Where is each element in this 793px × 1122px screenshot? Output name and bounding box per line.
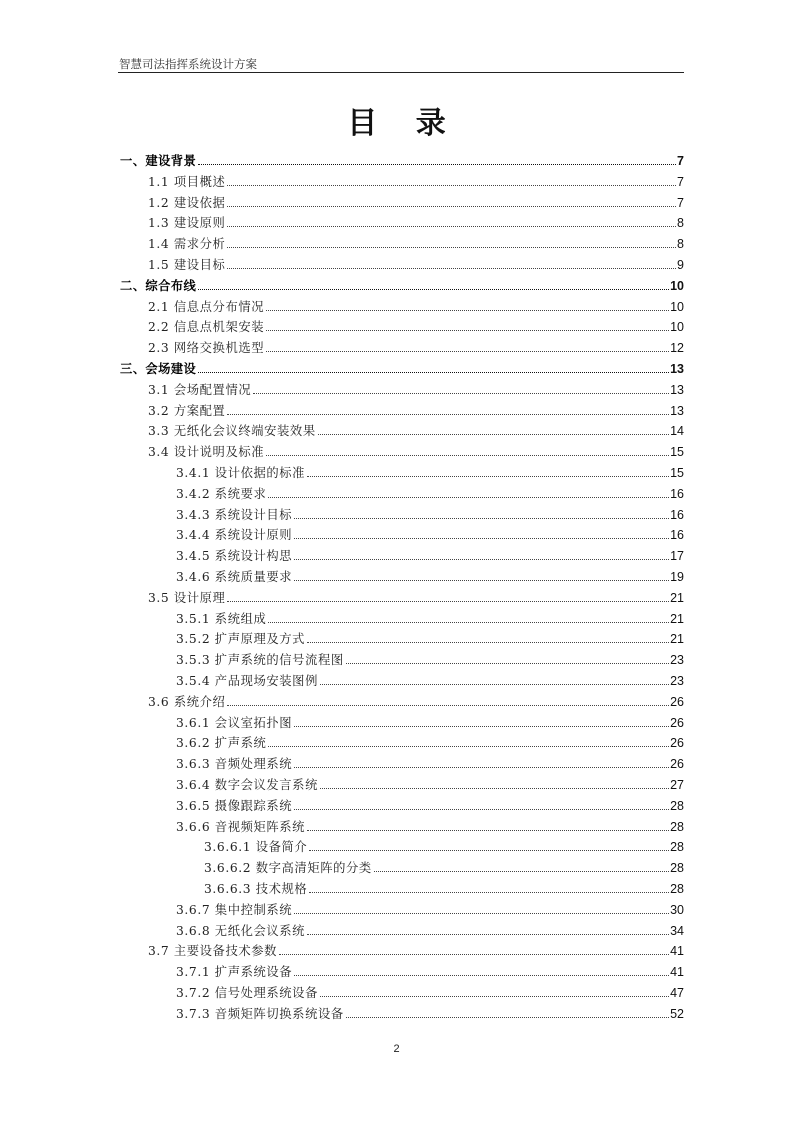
toc-entry-label: 3.6.6.1 设备简介 [204,840,308,855]
toc-entry-page-number: 23 [670,653,684,668]
toc-entry-page-number: 10 [670,320,684,335]
toc-entry-page-number: 28 [670,840,684,855]
toc-entry[interactable] [176,793,684,813]
toc-entry-page-number: 19 [670,570,684,584]
toc-entry-label: 3.5 设计原理 [148,590,226,605]
toc-entry[interactable] [148,418,684,438]
header-divider [118,72,684,73]
toc-entry[interactable] [204,876,684,896]
toc-entry-label: 1.1 项目概述 [148,174,226,189]
toc-entry-page-number: 10 [670,299,684,314]
dot-leader [227,414,669,415]
dot-leader [266,310,669,311]
toc-entry-page-number: 26 [670,736,684,751]
toc-entry-label: 2.2 信息点机架安装 [148,320,265,335]
toc-entry-page-number: 21 [670,632,684,647]
toc-entry[interactable] [148,252,684,272]
toc-entry-page-number: 13 [670,382,684,397]
toc-entry-page-number: 16 [670,528,684,543]
toc-entry-label: 1.5 建设目标 [148,258,226,272]
toc-entry-label: 二、综合布线 [120,278,197,293]
toc-entry[interactable] [176,502,684,522]
toc-entry[interactable] [148,231,684,251]
toc-entry-label: 3.6.6 音视频矩阵系统 [176,819,306,834]
toc-entry-page-number: 13 [670,362,684,376]
dot-leader [374,871,669,872]
dot-leader [198,289,669,290]
dot-leader [320,788,669,789]
toc-entry-page-number: 41 [670,944,684,959]
toc-entry-page-number: 17 [670,549,684,564]
toc-entry-page-number: 9 [677,258,684,272]
toc-entry[interactable] [176,460,684,480]
dot-leader [227,185,676,186]
toc-entry-page-number: 15 [670,445,684,460]
dot-leader [279,954,669,955]
toc-entry[interactable] [176,647,684,667]
toc-entry-label: 3.6 系统介绍 [148,694,226,709]
toc-entry-label: 3.4.1 设计依据的标准 [176,466,306,480]
dot-leader [253,393,669,394]
toc-entry-page-number: 8 [677,216,684,231]
toc-entry-label: 一、建设背景 [120,154,197,168]
dot-leader [294,538,669,539]
toc-entry-page-number: 23 [670,674,684,688]
toc-entry-page-number: 41 [670,965,684,980]
dot-leader [198,164,676,165]
dot-leader [268,622,669,623]
dot-leader [266,455,669,456]
toc-entry-label: 3.6.6.3 技术规格 [204,882,308,896]
toc-entry[interactable] [176,481,684,501]
toc-entry[interactable] [176,564,684,584]
toc-entry-label: 3.6.6.2 数字高清矩阵的分类 [204,861,372,876]
toc-entry-label: 3.6.4 数字会议发言系统 [176,778,318,792]
toc-entry[interactable] [176,543,684,563]
toc-entry-label: 3.5.2 扩声原理及方式 [176,632,306,647]
toc-entry-label: 3.7.3 音频矩阵切换系统设备 [176,1006,344,1021]
dot-leader [318,434,669,435]
dot-leader [198,372,669,373]
dot-leader [227,206,676,207]
toc-entry-label: 2.3 网络交换机选型 [148,341,265,356]
toc-entry[interactable] [176,606,684,626]
toc-entry-page-number: 26 [670,757,684,772]
dot-leader [294,580,669,581]
toc-entry-label: 3.5.1 系统组成 [176,611,267,626]
toc-entry-label: 1.4 需求分析 [148,237,226,252]
toc-entry-page-number: 26 [670,715,684,730]
toc-entry-label: 3.4.4 系统设计原则 [176,528,293,543]
toc-entry-page-number: 21 [670,590,684,605]
toc-entry-label: 3.3 无纸化会议终端安装效果 [148,424,316,439]
toc-entry-label: 3.6.5 摄像跟踪系统 [176,798,293,813]
toc-entry-label: 3.4.3 系统设计目标 [176,507,293,522]
dot-leader [227,705,669,706]
toc-entry-page-number: 15 [670,466,684,480]
toc-entry[interactable] [176,772,684,792]
toc-entry-page-number: 21 [670,611,684,626]
toc-entry-page-number: 26 [670,694,684,709]
toc-entry-page-number: 28 [670,861,684,876]
dot-leader [307,830,669,831]
dot-leader [346,1017,669,1018]
running-header: 智慧司法指挥系统设计方案 [119,57,257,71]
dot-leader [227,247,676,248]
toc-entry-label: 3.4.5 系统设计构思 [176,549,293,564]
toc-entry-label: 3.4.2 系统要求 [176,486,267,501]
toc-entry[interactable] [176,626,684,646]
toc-entry[interactable] [120,273,684,293]
page-number: 2 [393,1043,400,1055]
toc-entry[interactable] [176,1001,684,1021]
toc-entry[interactable] [176,980,684,1000]
toc-entry[interactable] [148,294,684,314]
toc-entry[interactable] [148,314,684,334]
dot-leader [268,497,669,498]
toc-entry-page-number: 7 [677,195,684,210]
toc-entry[interactable] [176,897,684,917]
toc-entry-page-number: 14 [670,424,684,439]
dot-leader [307,642,669,643]
toc-entry-page-number: 28 [670,819,684,834]
toc-entry[interactable] [148,938,684,958]
toc-entry-label: 3.7 主要设备技术参数 [148,944,278,959]
toc-entry[interactable] [176,814,684,834]
dot-leader [294,767,669,768]
dot-leader [266,351,669,352]
toc-entry[interactable] [148,689,684,709]
toc-entry-label: 3.1 会场配置情况 [148,382,252,397]
dot-leader [309,892,669,893]
dot-leader [307,934,669,935]
dot-leader [294,726,669,727]
toc-entry[interactable] [120,356,684,376]
toc-entry[interactable] [176,522,684,542]
toc-entry-page-number: 13 [670,403,684,418]
toc-entry-page-number: 7 [677,154,684,168]
dot-leader [320,996,669,997]
dot-leader [294,975,669,976]
toc-entry-label: 3.4.6 系统质量要求 [176,570,293,584]
dot-leader [227,268,676,269]
dot-leader [309,850,669,851]
toc-entry[interactable] [204,855,684,875]
toc-entry-page-number: 10 [670,278,684,293]
toc-entry-label: 3.4 设计说明及标准 [148,445,265,460]
toc-entry[interactable] [148,439,684,459]
toc-entry-label: 三、会场建设 [120,362,197,376]
toc-entry[interactable] [176,959,684,979]
toc-entry-page-number: 16 [670,486,684,501]
toc-entry[interactable] [176,668,684,688]
toc-entry-label: 3.7.1 扩声系统设备 [176,965,293,980]
toc-entry[interactable] [176,751,684,771]
toc-entry-page-number: 16 [670,507,684,522]
toc-entry[interactable] [148,190,684,210]
toc-entry[interactable] [148,210,684,230]
toc-entry-page-number: 34 [670,923,684,938]
page-title: 目 录 [347,106,460,141]
toc-entry[interactable] [120,148,684,168]
toc-entry-page-number: 52 [670,1006,684,1021]
toc-entry-page-number: 8 [677,237,684,252]
dot-leader [294,559,669,560]
dot-leader [294,809,669,810]
dot-leader [294,518,669,519]
dot-leader [266,330,669,331]
toc-entry-page-number: 30 [670,902,684,917]
toc-entry-label: 3.6.8 无纸化会议系统 [176,923,306,938]
toc-entry[interactable] [148,169,684,189]
toc-entry-page-number: 47 [670,986,684,1000]
toc-entry-page-number: 27 [670,778,684,792]
toc-entry-label: 3.5.3 扩声系统的信号流程图 [176,653,344,668]
toc-entry-page-number: 12 [670,341,684,356]
toc-entry-label: 1.2 建设依据 [148,195,226,210]
toc-entry-label: 1.3 建设原则 [148,216,226,231]
toc-entry-label: 3.2 方案配置 [148,403,226,418]
toc-entry-label: 3.6.7 集中控制系统 [176,902,293,917]
dot-leader [227,601,669,602]
toc-entry-label: 2.1 信息点分布情况 [148,299,265,314]
toc-entry-label: 3.7.2 信号处理系统设备 [176,986,318,1000]
dot-leader [307,476,669,477]
toc-entry-page-number: 28 [670,798,684,813]
toc-entry[interactable] [148,398,684,418]
toc-entry-label: 3.6.1 会议室拓扑图 [176,715,293,730]
dot-leader [346,663,669,664]
toc-entry[interactable] [148,335,684,355]
toc-entry[interactable] [148,585,684,605]
dot-leader [294,913,669,914]
dot-leader [227,226,676,227]
toc-entry[interactable] [176,918,684,938]
toc-entry[interactable] [148,377,684,397]
toc-entry-label: 3.5.4 产品现场安装图例 [176,674,318,688]
toc-entry[interactable] [204,834,684,854]
toc-entry-label: 3.6.3 音频处理系统 [176,757,293,772]
toc-entry[interactable] [176,730,684,750]
toc-entry-page-number: 7 [677,174,684,189]
dot-leader [268,746,669,747]
toc-entry-page-number: 28 [670,882,684,896]
dot-leader [320,684,669,685]
toc-entry-label: 3.6.2 扩声系统 [176,736,267,751]
toc-entry[interactable] [176,710,684,730]
